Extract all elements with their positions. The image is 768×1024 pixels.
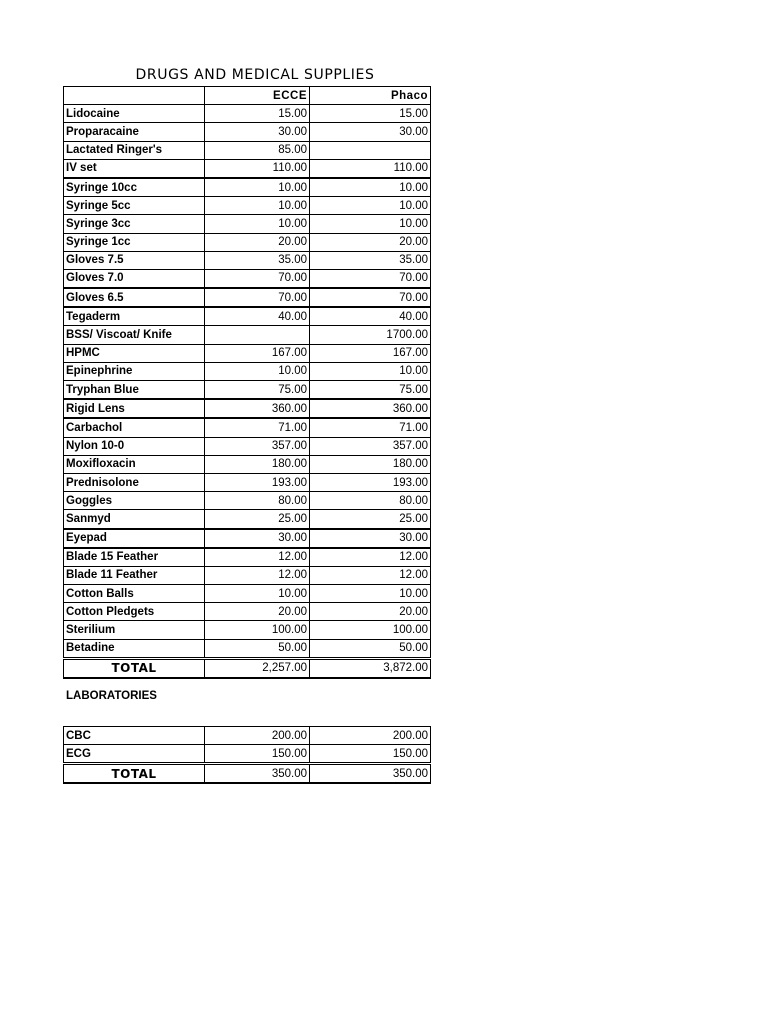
ecce-value-cell: 20.00: [205, 233, 310, 251]
table-row: [64, 141, 431, 159]
ecce-value-cell: 35.00: [205, 251, 310, 269]
table-row: [64, 215, 431, 233]
ecce-value-cell: 357.00: [205, 437, 310, 455]
item-name-cell: HPMC: [64, 344, 205, 362]
ecce-value-cell: 150.00: [205, 745, 310, 764]
phaco-value-cell: 1700.00: [310, 326, 431, 344]
phaco-value-cell: 20.00: [310, 233, 431, 251]
ecce-value-cell: 10.00: [205, 362, 310, 380]
item-name-cell: Gloves 7.0: [64, 269, 205, 288]
table-row: [64, 197, 431, 215]
item-name-cell: Blade 11 Feather: [64, 566, 205, 584]
item-name-cell: Carbachol: [64, 418, 205, 437]
item-name-cell: Tegaderm: [64, 307, 205, 326]
table-row: [64, 399, 431, 418]
total-phaco: 350.00: [310, 764, 431, 784]
table-row: [64, 288, 431, 307]
item-name-cell: Blade 15 Feather: [64, 548, 205, 567]
phaco-value-cell: 10.00: [310, 585, 431, 603]
ecce-value-cell: 167.00: [205, 344, 310, 362]
item-name-cell: Syringe 1cc: [64, 233, 205, 251]
drugs-header-row: [64, 87, 431, 105]
ecce-value-cell: 10.00: [205, 178, 310, 197]
ecce-value-cell: 30.00: [205, 123, 310, 141]
drugs-table-body: [64, 87, 431, 678]
ecce-value-cell: 15.00: [205, 105, 310, 123]
item-name-cell: Goggles: [64, 492, 205, 510]
total-label: TOTAL: [64, 764, 205, 784]
ecce-value-cell: 50.00: [205, 639, 310, 658]
item-name-cell: Nylon 10-0: [64, 437, 205, 455]
item-name-cell: Syringe 3cc: [64, 215, 205, 233]
table-row: [64, 455, 431, 473]
ecce-value-cell: 180.00: [205, 455, 310, 473]
phaco-value-cell: 10.00: [310, 362, 431, 380]
ecce-value-cell: 12.00: [205, 566, 310, 584]
phaco-value-cell: 10.00: [310, 178, 431, 197]
phaco-value-cell: 70.00: [310, 288, 431, 307]
item-name-cell: IV set: [64, 159, 205, 178]
ecce-value-cell: 85.00: [205, 141, 310, 159]
table-row: [64, 233, 431, 251]
item-name-cell: Lactated Ringer's: [64, 141, 205, 159]
phaco-value-cell: 71.00: [310, 418, 431, 437]
labs-table-body: [64, 727, 431, 784]
ecce-value-cell: 30.00: [205, 529, 310, 548]
total-ecce: 350.00: [205, 764, 310, 784]
phaco-value-cell: 100.00: [310, 621, 431, 639]
phaco-value-cell: 25.00: [310, 510, 431, 529]
ecce-value-cell: [205, 326, 310, 344]
table-row: [64, 381, 431, 400]
table-row: [64, 123, 431, 141]
drugs-table: [63, 86, 431, 679]
item-name-cell: Sanmyd: [64, 510, 205, 529]
phaco-value-cell: 75.00: [310, 381, 431, 400]
total-row: [64, 764, 431, 784]
phaco-value-cell: 360.00: [310, 399, 431, 418]
phaco-value-cell: 193.00: [310, 473, 431, 491]
phaco-value-cell: 12.00: [310, 548, 431, 567]
item-name-cell: Sterilium: [64, 621, 205, 639]
item-name-cell: Syringe 10cc: [64, 178, 205, 197]
phaco-value-cell: 35.00: [310, 251, 431, 269]
total-ecce: 2,257.00: [205, 658, 310, 678]
table-row: [64, 307, 431, 326]
table-row: [64, 745, 431, 764]
item-name-cell: Eyepad: [64, 529, 205, 548]
phaco-value-cell: 50.00: [310, 639, 431, 658]
table-row: [64, 548, 431, 567]
table-row: [64, 473, 431, 491]
table-row: [64, 105, 431, 123]
labs-table: [63, 726, 431, 784]
ecce-value-cell: 110.00: [205, 159, 310, 178]
ecce-value-cell: 193.00: [205, 473, 310, 491]
table-row: [64, 603, 431, 621]
table-row: [64, 362, 431, 380]
phaco-value-cell: 357.00: [310, 437, 431, 455]
ecce-value-cell: 40.00: [205, 307, 310, 326]
phaco-value-cell: [310, 141, 431, 159]
table-row: [64, 437, 431, 455]
item-name-cell: Cotton Balls: [64, 585, 205, 603]
table-row: [64, 251, 431, 269]
table-row: [64, 529, 431, 548]
table-row: [64, 492, 431, 510]
item-name-cell: Rigid Lens: [64, 399, 205, 418]
phaco-value-cell: 70.00: [310, 269, 431, 288]
ecce-value-cell: 70.00: [205, 269, 310, 288]
total-row: [64, 658, 431, 678]
phaco-value-cell: 10.00: [310, 215, 431, 233]
total-label: TOTAL: [64, 658, 205, 678]
table-row: [64, 344, 431, 362]
phaco-value-cell: 150.00: [310, 745, 431, 764]
ecce-value-cell: 80.00: [205, 492, 310, 510]
ecce-value-cell: 10.00: [205, 585, 310, 603]
total-phaco: 3,872.00: [310, 658, 431, 678]
item-name-cell: Cotton Pledgets: [64, 603, 205, 621]
ecce-value-cell: 25.00: [205, 510, 310, 529]
table-row: [64, 727, 431, 745]
phaco-value-cell: 30.00: [310, 123, 431, 141]
table-row: [64, 178, 431, 197]
table-row: [64, 621, 431, 639]
phaco-value-cell: 80.00: [310, 492, 431, 510]
table-row: [64, 639, 431, 658]
item-name-cell: Moxifloxacin: [64, 455, 205, 473]
phaco-value-cell: 30.00: [310, 529, 431, 548]
item-name-cell: Proparacaine: [64, 123, 205, 141]
item-name-cell: BSS/ Viscoat/ Knife: [64, 326, 205, 344]
phaco-value-cell: 200.00: [310, 727, 431, 745]
table-row: [64, 585, 431, 603]
item-name-cell: Prednisolone: [64, 473, 205, 491]
table-row: [64, 159, 431, 178]
item-name-cell: Epinephrine: [64, 362, 205, 380]
item-name-cell: Betadine: [64, 639, 205, 658]
item-name-cell: Tryphan Blue: [64, 381, 205, 400]
ecce-value-cell: 12.00: [205, 548, 310, 567]
table-row: [64, 510, 431, 529]
item-name-cell: Syringe 5cc: [64, 197, 205, 215]
ecce-value-cell: 360.00: [205, 399, 310, 418]
labs-section-title: LABORATORIES: [66, 690, 157, 702]
ecce-value-cell: 70.00: [205, 288, 310, 307]
header-ecce: ECCE: [205, 87, 310, 105]
phaco-value-cell: 180.00: [310, 455, 431, 473]
header-phaco: Phaco: [310, 87, 431, 105]
drugs-section-title: DRUGS AND MEDICAL SUPPLIES: [135, 67, 375, 83]
table-row: [64, 326, 431, 344]
ecce-value-cell: 20.00: [205, 603, 310, 621]
ecce-value-cell: 10.00: [205, 215, 310, 233]
header-blank-cell: [64, 87, 205, 105]
item-name-cell: Gloves 7.5: [64, 251, 205, 269]
phaco-value-cell: 10.00: [310, 197, 431, 215]
phaco-value-cell: 12.00: [310, 566, 431, 584]
ecce-value-cell: 100.00: [205, 621, 310, 639]
phaco-value-cell: 167.00: [310, 344, 431, 362]
item-name-cell: CBC: [64, 727, 205, 745]
ecce-value-cell: 75.00: [205, 381, 310, 400]
phaco-value-cell: 110.00: [310, 159, 431, 178]
phaco-value-cell: 40.00: [310, 307, 431, 326]
phaco-value-cell: 15.00: [310, 105, 431, 123]
item-name-cell: ECG: [64, 745, 205, 764]
table-row: [64, 418, 431, 437]
ecce-value-cell: 71.00: [205, 418, 310, 437]
item-name-cell: Lidocaine: [64, 105, 205, 123]
ecce-value-cell: 10.00: [205, 197, 310, 215]
item-name-cell: Gloves 6.5: [64, 288, 205, 307]
table-row: [64, 269, 431, 288]
table-row: [64, 566, 431, 584]
ecce-value-cell: 200.00: [205, 727, 310, 745]
phaco-value-cell: 20.00: [310, 603, 431, 621]
